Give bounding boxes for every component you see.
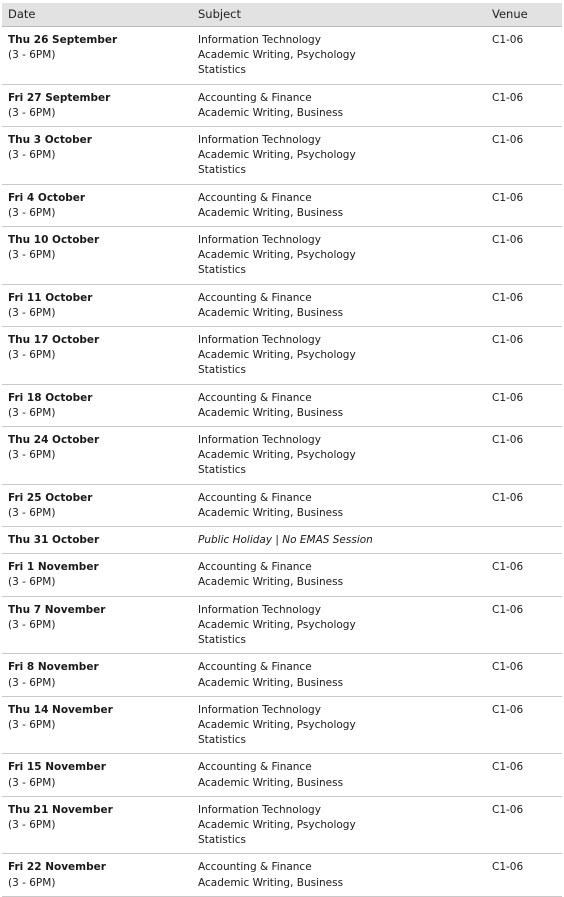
subject-line: Academic Writing, Psychology: [198, 49, 356, 62]
venue-cell: C1-06: [492, 134, 524, 147]
subject-cell: [192, 385, 486, 426]
venue-cell: C1-06: [492, 761, 524, 774]
subject-line: Academic Writing, Business: [198, 106, 344, 119]
subject-line: Academic Writing, Business: [198, 876, 344, 889]
session-date: Fri 4 October: [8, 191, 86, 204]
session-date: Fri 22 November: [8, 861, 106, 874]
table-row: [2, 127, 562, 185]
session-time: (3 - 6PM): [8, 49, 56, 62]
date-cell: [2, 797, 192, 854]
date-cell: [2, 697, 192, 754]
subject-cell: [192, 227, 486, 284]
table-row: [2, 554, 562, 596]
subject-line: Statistics: [198, 734, 246, 747]
table-row: [2, 185, 562, 227]
session-time: (3 - 6PM): [8, 618, 56, 631]
header-subject: Subject: [198, 6, 241, 21]
date-cell: [2, 854, 192, 895]
date-cell: [2, 754, 192, 795]
header-date: Date: [8, 6, 36, 21]
subject-line: Academic Writing, Psychology: [198, 618, 356, 631]
subject-cell: [192, 797, 486, 854]
subject-line: Academic Writing, Business: [198, 506, 344, 519]
venue-cell: C1-06: [492, 603, 524, 616]
table-row: [2, 797, 562, 855]
subject-line: Accounting & Finance: [198, 561, 312, 574]
subject-line: Accounting & Finance: [198, 861, 312, 874]
subject-line: Statistics: [198, 164, 246, 177]
table-row: [2, 385, 562, 427]
date-cell: [2, 385, 192, 426]
subject-line: Academic Writing, Psychology: [198, 249, 356, 262]
table-row: [2, 654, 562, 696]
subject-line: Academic Writing, Business: [198, 576, 344, 589]
subject-line: Statistics: [198, 364, 246, 377]
subject-line: Information Technology: [198, 134, 321, 147]
date-cell: [2, 527, 192, 553]
subject-line: Information Technology: [198, 803, 321, 816]
subject-line: Accounting & Finance: [198, 661, 312, 674]
subject-cell: [192, 327, 486, 384]
session-time: (3 - 6PM): [8, 576, 56, 589]
venue-cell: C1-06: [492, 491, 524, 504]
subject-line: Academic Writing, Business: [198, 306, 344, 319]
subject-line: Accounting & Finance: [198, 91, 312, 104]
table-row: [2, 227, 562, 285]
table-header-row: [2, 3, 562, 27]
date-cell: [2, 85, 192, 126]
table-row: [2, 27, 562, 85]
venue-cell: C1-06: [492, 861, 524, 874]
session-date: Fri 15 November: [8, 761, 106, 774]
table-row: [2, 527, 562, 554]
session-date: Thu 24 October: [8, 434, 100, 447]
subject-line: Academic Writing, Business: [198, 206, 344, 219]
table-row: [2, 427, 562, 485]
session-date: Fri 25 October: [8, 491, 93, 504]
subject-cell: [192, 597, 486, 654]
date-cell: [2, 554, 192, 595]
table-row: [2, 754, 562, 796]
session-time: (3 - 6PM): [8, 149, 56, 162]
venue-cell: C1-06: [492, 434, 524, 447]
session-time: (3 - 6PM): [8, 718, 56, 731]
date-cell: [2, 127, 192, 184]
date-cell: [2, 227, 192, 284]
table-row: [2, 85, 562, 127]
session-date: Thu 31 October: [8, 534, 100, 547]
session-date: Thu 26 September: [8, 34, 118, 46]
venue-cell: C1-06: [492, 234, 524, 247]
subject-line: Statistics: [198, 464, 246, 477]
session-time: (3 - 6PM): [8, 406, 56, 419]
session-date: Fri 8 November: [8, 661, 99, 674]
subject-line: Academic Writing, Business: [198, 676, 344, 689]
venue-cell: C1-06: [492, 803, 524, 816]
venue-cell: C1-06: [492, 291, 524, 304]
subject-line: Academic Writing, Psychology: [198, 718, 356, 731]
subject-line: Information Technology: [198, 703, 321, 716]
subject-cell: [192, 754, 486, 795]
session-time: (3 - 6PM): [8, 876, 56, 889]
table-row: [2, 854, 562, 896]
subject-line: Statistics: [198, 64, 246, 77]
session-date: Thu 21 November: [8, 803, 113, 816]
table-row: [2, 597, 562, 655]
session-time: (3 - 6PM): [8, 818, 56, 831]
session-time: (3 - 6PM): [8, 676, 56, 689]
subject-line: Information Technology: [198, 434, 321, 447]
session-date: Thu 10 October: [8, 234, 100, 247]
session-time: (3 - 6PM): [8, 506, 56, 519]
subject-line: Accounting & Finance: [198, 491, 312, 504]
session-time: (3 - 6PM): [8, 449, 56, 462]
subject-cell: [192, 554, 486, 595]
venue-cell: C1-06: [492, 191, 524, 204]
subject-cell: [192, 697, 486, 754]
session-time: (3 - 6PM): [8, 249, 56, 262]
date-cell: [2, 327, 192, 384]
subject-cell: [192, 185, 486, 226]
subject-cell: [192, 127, 486, 184]
subject-line: Statistics: [198, 264, 246, 277]
session-date: Thu 14 November: [8, 703, 113, 716]
date-cell: [2, 185, 192, 226]
date-cell: [2, 27, 192, 84]
venue-cell: C1-06: [492, 334, 524, 347]
subject-cell: [192, 654, 486, 695]
subject-cell: [192, 427, 486, 484]
venue-cell: [486, 527, 562, 553]
venue-cell: C1-06: [492, 91, 524, 104]
venue-cell: C1-06: [492, 703, 524, 716]
venue-cell: C1-06: [492, 561, 524, 574]
session-date: Thu 3 October: [8, 134, 92, 147]
table-row: [2, 485, 562, 527]
subject-line: Information Technology: [198, 34, 321, 46]
session-date: Fri 11 October: [8, 291, 93, 304]
session-date: Thu 17 October: [8, 334, 100, 347]
subject-cell: [192, 527, 486, 553]
subject-line: Accounting & Finance: [198, 291, 312, 304]
subject-line: Academic Writing, Business: [198, 406, 344, 419]
subject-line: Academic Writing, Psychology: [198, 449, 356, 462]
subject-line: Information Technology: [198, 234, 321, 247]
schedule-table: [2, 3, 562, 897]
table-row: [2, 285, 562, 327]
venue-cell: C1-06: [492, 391, 524, 404]
date-cell: [2, 597, 192, 654]
session-time: (3 - 6PM): [8, 349, 56, 362]
date-cell: [2, 485, 192, 526]
subject-line: Academic Writing, Psychology: [198, 349, 356, 362]
subject-line: Statistics: [198, 634, 246, 647]
session-date: Fri 1 November: [8, 561, 99, 574]
subject-line: Information Technology: [198, 603, 321, 616]
subject-line: Academic Writing, Psychology: [198, 818, 356, 831]
date-cell: [2, 427, 192, 484]
session-date: Fri 27 September: [8, 91, 111, 104]
date-cell: [2, 285, 192, 326]
session-date: Fri 18 October: [8, 391, 93, 404]
subject-line: Accounting & Finance: [198, 191, 312, 204]
session-note: Public Holiday | No EMAS Session: [198, 534, 373, 547]
subject-cell: [192, 285, 486, 326]
subject-cell: [192, 485, 486, 526]
subject-line: Statistics: [198, 834, 246, 847]
session-time: (3 - 6PM): [8, 106, 56, 119]
subject-line: Accounting & Finance: [198, 761, 312, 774]
venue-cell: C1-06: [492, 661, 524, 674]
date-cell: [2, 654, 192, 695]
subject-line: Academic Writing, Business: [198, 776, 344, 789]
session-time: (3 - 6PM): [8, 776, 56, 789]
table-body: [2, 27, 562, 897]
table-row: [2, 327, 562, 385]
session-time: (3 - 6PM): [8, 306, 56, 319]
subject-line: Information Technology: [198, 334, 321, 347]
table-row: [2, 697, 562, 755]
venue-cell: C1-06: [492, 34, 524, 46]
subject-cell: [192, 27, 486, 84]
subject-cell: [192, 854, 486, 895]
subject-line: Accounting & Finance: [198, 391, 312, 404]
header-venue: Venue: [492, 6, 528, 21]
subject-line: Academic Writing, Psychology: [198, 149, 356, 162]
subject-cell: [192, 85, 486, 126]
session-time: (3 - 6PM): [8, 206, 56, 219]
session-date: Thu 7 November: [8, 603, 106, 616]
